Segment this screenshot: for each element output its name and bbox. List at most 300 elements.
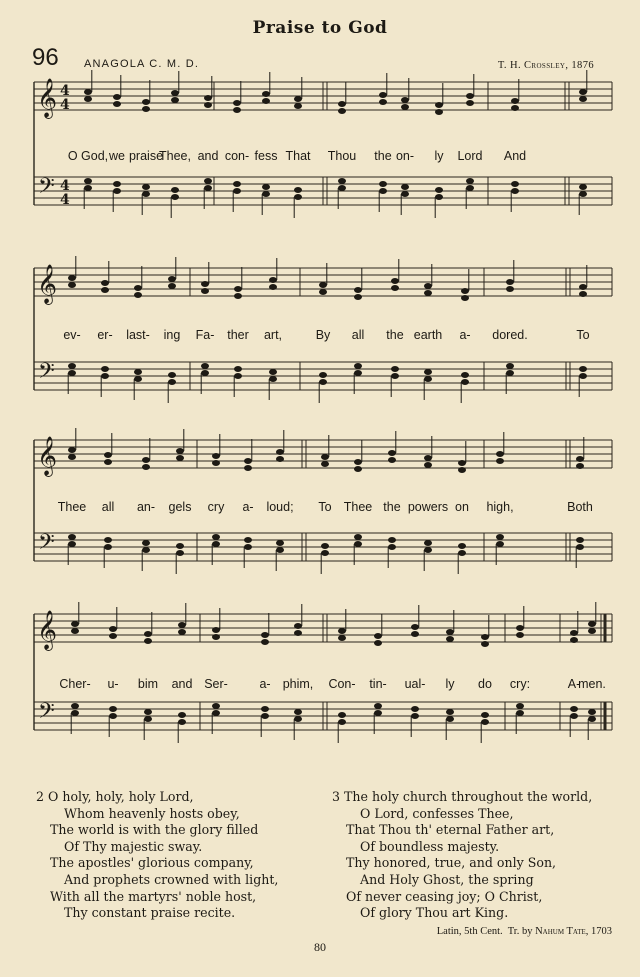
- lyric-syllable: ev-: [63, 328, 81, 342]
- bass-note: [294, 716, 302, 722]
- lyric-syllable: and: [197, 149, 219, 163]
- bass-note: [401, 191, 409, 197]
- soprano-note: [379, 92, 387, 98]
- alto-note: [84, 96, 92, 102]
- bass-note: [570, 713, 578, 719]
- alto-note: [570, 637, 578, 643]
- stanza-text: The holy church throughout the world,: [344, 789, 593, 804]
- tenor-note: [496, 534, 504, 540]
- tenor-note: [338, 712, 346, 718]
- alto-note: [424, 290, 432, 296]
- bass-note: [588, 716, 596, 722]
- translator-prefix: Tr. by: [507, 926, 533, 937]
- lyric-syllable: Thee,: [159, 149, 191, 163]
- tenor-note: [570, 706, 578, 712]
- text-credit: [437, 926, 612, 937]
- lyric-syllable: er-: [97, 328, 113, 342]
- alto-note: [511, 105, 519, 111]
- lyric-syllable: Cher-: [59, 677, 91, 691]
- lyric-syllable: ly: [445, 677, 455, 691]
- bass-note: [201, 370, 209, 376]
- tenor-note: [411, 706, 419, 712]
- lyric-syllable: a-: [459, 328, 471, 342]
- lyric-syllable: Thou: [327, 149, 357, 163]
- lyric-syllable: ther: [227, 328, 249, 342]
- bass-note: [466, 185, 474, 191]
- soprano-note: [401, 97, 409, 103]
- bass-note: [262, 191, 270, 197]
- bass-note: [142, 547, 150, 553]
- bass-note: [178, 719, 186, 725]
- alto-note: [168, 283, 176, 289]
- lyric-syllable: powers: [407, 500, 449, 514]
- soprano-note: [391, 278, 399, 284]
- bass-note: [338, 719, 346, 725]
- bass-note: [234, 373, 242, 379]
- tenor-note: [269, 369, 277, 375]
- lyric-syllable: do: [478, 677, 492, 691]
- lyric-syllable: O God,: [67, 149, 109, 163]
- alto-note: [461, 295, 469, 301]
- lyric-syllable: u-: [107, 677, 119, 691]
- alto-note: [379, 99, 387, 105]
- bass-clef: 𝄢: [38, 530, 55, 560]
- tenor-note: [294, 709, 302, 715]
- soprano-note: [579, 89, 587, 95]
- alto-note: [424, 462, 432, 468]
- bass-note: [506, 370, 514, 376]
- alto-note: [201, 288, 209, 294]
- translator-name: Nahum Tate,: [535, 926, 589, 937]
- alto-note: [294, 630, 302, 636]
- stanza-line: With all the martyrs' noble host,: [50, 888, 257, 904]
- alto-note: [321, 461, 329, 467]
- stanza-line: Of boundless majesty.: [360, 838, 500, 854]
- bass-note: [176, 550, 184, 556]
- alto-note: [234, 293, 242, 299]
- soprano-note: [435, 102, 443, 108]
- soprano-note: [338, 628, 346, 634]
- bass-note: [68, 370, 76, 376]
- stanza-number: 2: [36, 789, 45, 804]
- alto-note: [261, 639, 269, 645]
- alto-note: [294, 103, 302, 109]
- soprano-note: [354, 287, 362, 293]
- hymn-number: 96: [32, 44, 59, 71]
- alto-note: [458, 467, 466, 473]
- tenor-note: [68, 534, 76, 540]
- tenor-note: [168, 372, 176, 378]
- tenor-note: [424, 540, 432, 546]
- alto-note: [244, 465, 252, 471]
- tenor-note: [588, 709, 596, 715]
- bass-note: [435, 194, 443, 200]
- soprano-note: [104, 452, 112, 458]
- alto-note: [171, 97, 179, 103]
- stanza-text: O holy, holy, holy Lord,: [48, 789, 194, 804]
- alto-note: [142, 106, 150, 112]
- soprano-note: [516, 625, 524, 631]
- bass-note: [516, 710, 524, 716]
- tenor-note: [71, 703, 79, 709]
- stanza-line: That Thou th' eternal Father art,: [346, 822, 555, 838]
- soprano-note: [374, 633, 382, 639]
- tenor-note: [101, 366, 109, 372]
- lyric-syllable: all: [351, 328, 365, 342]
- lyric-syllable: ly: [434, 149, 444, 163]
- tenor-note: [178, 712, 186, 718]
- stanza-2: [36, 789, 279, 922]
- tenor-note: [374, 703, 382, 709]
- lyric-syllable: gels: [168, 500, 192, 514]
- alto-note: [411, 631, 419, 637]
- tenor-note: [294, 187, 302, 193]
- alto-note: [506, 286, 514, 292]
- alto-note: [588, 628, 596, 634]
- lyric-syllable: phim,: [282, 677, 314, 691]
- soprano-note: [579, 284, 587, 290]
- tenor-note: [516, 703, 524, 709]
- tenor-note: [134, 369, 142, 375]
- soprano-note: [171, 90, 179, 96]
- stanza-line: Thy honored, true, and only Son,: [346, 855, 557, 871]
- tenor-note: [276, 540, 284, 546]
- soprano-note: [109, 626, 117, 632]
- soprano-note: [176, 448, 184, 454]
- alto-note: [134, 292, 142, 298]
- tenor-note: [466, 178, 474, 184]
- tenor-note: [506, 363, 514, 369]
- soprano-note: [319, 282, 327, 288]
- soprano-note: [201, 281, 209, 287]
- lyric-syllable: loud;: [266, 500, 294, 514]
- bass-note: [579, 191, 587, 197]
- bass-note: [68, 541, 76, 547]
- alto-note: [354, 294, 362, 300]
- soprano-note: [481, 634, 489, 640]
- soprano-note: [68, 275, 76, 281]
- alto-note: [579, 291, 587, 297]
- soprano-note: [212, 453, 220, 459]
- bass-note: [319, 379, 327, 385]
- alto-note: [466, 100, 474, 106]
- alto-note: [435, 109, 443, 115]
- bass-note: [461, 379, 469, 385]
- bass-note: [579, 373, 587, 379]
- bass-note: [294, 194, 302, 200]
- time-signature: 4: [60, 178, 70, 194]
- tenor-note: [104, 537, 112, 543]
- lyric-syllable: bim: [137, 677, 159, 691]
- page-number: 80: [314, 940, 326, 954]
- tenor-note: [401, 184, 409, 190]
- alto-note: [262, 98, 270, 104]
- bass-note: [276, 547, 284, 553]
- soprano-note: [411, 624, 419, 630]
- treble-clef: 𝄞: [37, 264, 58, 304]
- soprano-note: [262, 91, 270, 97]
- soprano-note: [338, 101, 346, 107]
- soprano-note: [461, 288, 469, 294]
- soprano-note: [511, 98, 519, 104]
- tenor-note: [84, 178, 92, 184]
- lyric-syllable: fess: [254, 149, 278, 163]
- tenor-note: [579, 366, 587, 372]
- tenor-note: [261, 706, 269, 712]
- lyric-syllable: To: [576, 328, 590, 342]
- alto-note: [338, 108, 346, 114]
- alto-note: [579, 96, 587, 102]
- hymn-title: Praise to God: [252, 18, 388, 38]
- soprano-note: [588, 621, 596, 627]
- soprano-note: [233, 100, 241, 106]
- tenor-note: [142, 540, 150, 546]
- tune-name: ANAGOLA C. M. D.: [84, 58, 200, 70]
- lyric-syllable: Thee: [343, 500, 373, 514]
- bass-note: [338, 185, 346, 191]
- translation-year: 1703: [591, 926, 612, 937]
- tenor-note: [461, 372, 469, 378]
- soprano-note: [178, 622, 186, 628]
- stanza-line: And prophets crowned with light,: [64, 871, 279, 887]
- alto-note: [212, 460, 220, 466]
- tenor-note: [204, 178, 212, 184]
- bass-note: [142, 191, 150, 197]
- soprano-note: [506, 279, 514, 285]
- soprano-note: [466, 93, 474, 99]
- stanza-line: Whom heavenly hosts obey,: [64, 805, 240, 821]
- lyric-syllable: tin-: [369, 677, 387, 691]
- bass-note: [244, 544, 252, 550]
- treble-clef: 𝄞: [37, 436, 58, 476]
- alto-note: [204, 102, 212, 108]
- lyric-syllable: con-: [224, 149, 250, 163]
- lyric-syllable: an-: [136, 500, 156, 514]
- bass-note: [458, 550, 466, 556]
- soprano-note: [101, 280, 109, 286]
- soprano-note: [354, 459, 362, 465]
- lyric-syllable: cry:: [509, 677, 531, 691]
- tenor-note: [144, 709, 152, 715]
- bass-note: [269, 376, 277, 382]
- alto-note: [496, 458, 504, 464]
- lyric-syllable: all: [101, 500, 115, 514]
- soprano-note: [142, 99, 150, 105]
- bass-note: [168, 379, 176, 385]
- soprano-note: [212, 627, 220, 633]
- lyric-syllable: Con-: [328, 677, 356, 691]
- soprano-note: [570, 630, 578, 636]
- alto-note: [388, 457, 396, 463]
- tenor-note: [424, 369, 432, 375]
- alto-note: [576, 463, 584, 469]
- alto-note: [391, 285, 399, 291]
- lyric-syllable: That: [285, 149, 311, 163]
- tenor-note: [579, 184, 587, 190]
- bass-note: [321, 550, 329, 556]
- lyric-syllable: on-: [395, 149, 415, 163]
- tenor-note: [68, 363, 76, 369]
- soprano-note: [244, 458, 252, 464]
- bass-note: [233, 188, 241, 194]
- lyric-syllable: the: [386, 328, 404, 342]
- soprano-note: [321, 454, 329, 460]
- bass-note: [109, 713, 117, 719]
- bass-note: [212, 541, 220, 547]
- alto-note: [374, 640, 382, 646]
- lyric-syllable: on: [455, 500, 469, 514]
- alto-note: [516, 632, 524, 638]
- soprano-note: [276, 449, 284, 455]
- alto-note: [68, 282, 76, 288]
- lyric-syllable: Ser-: [204, 677, 228, 691]
- tenor-note: [212, 534, 220, 540]
- tenor-note: [201, 363, 209, 369]
- bass-note: [104, 544, 112, 550]
- tenor-note: [446, 709, 454, 715]
- soprano-note: [424, 283, 432, 289]
- soprano-note: [142, 457, 150, 463]
- bass-note: [204, 185, 212, 191]
- lyric-syllable: And: [503, 149, 527, 163]
- alto-note: [104, 459, 112, 465]
- tenor-note: [234, 366, 242, 372]
- tenor-note: [171, 187, 179, 193]
- soprano-note: [204, 95, 212, 101]
- bass-note: [388, 544, 396, 550]
- bass-clef: 𝄢: [38, 359, 55, 389]
- soprano-note: [458, 460, 466, 466]
- bass-note: [424, 376, 432, 382]
- stanza-line: [36, 789, 278, 806]
- alto-note: [481, 641, 489, 647]
- bass-clef: 𝄢: [38, 174, 55, 204]
- tenor-note: [212, 703, 220, 709]
- time-signature: 4: [60, 192, 70, 208]
- bass-note: [391, 373, 399, 379]
- time-signature: 4: [60, 83, 70, 99]
- bass-note: [374, 710, 382, 716]
- bass-note: [144, 716, 152, 722]
- alto-note: [319, 289, 327, 295]
- lyric-syllable: dored.: [492, 328, 528, 342]
- tenor-note: [379, 181, 387, 187]
- soprano-note: [68, 447, 76, 453]
- stanza-line: Of never ceasing joy; O Christ,: [346, 888, 543, 904]
- tenor-note: [176, 543, 184, 549]
- lyric-syllable: cry: [207, 500, 225, 514]
- alto-note: [176, 455, 184, 461]
- lyric-syllable: a-: [242, 500, 254, 514]
- alto-note: [338, 635, 346, 641]
- tenor-note: [391, 366, 399, 372]
- lyric-syllable: art,: [263, 328, 283, 342]
- soprano-note: [134, 285, 142, 291]
- bass-note: [113, 188, 121, 194]
- alto-note: [354, 466, 362, 472]
- lyric-syllable: Lord: [457, 149, 483, 163]
- lyric-syllable: Thee: [57, 500, 87, 514]
- bass-note: [411, 713, 419, 719]
- lyric-syllable: praise: [128, 149, 164, 163]
- text-source: Latin, 5th Cent.: [436, 926, 503, 937]
- stanza-number: 3: [332, 789, 341, 804]
- alto-note: [269, 284, 277, 290]
- tenor-note: [233, 181, 241, 187]
- soprano-note: [84, 89, 92, 95]
- lyric-syllable: high,: [486, 500, 514, 514]
- soprano-note: [168, 276, 176, 282]
- tenor-note: [113, 181, 121, 187]
- tenor-note: [338, 178, 346, 184]
- bass-note: [212, 710, 220, 716]
- soprano-note: [294, 96, 302, 102]
- stanza-line: The world is with the glory filled: [50, 822, 259, 838]
- alto-note: [212, 634, 220, 640]
- bass-note: [171, 194, 179, 200]
- tenor-note: [354, 534, 362, 540]
- bass-note: [134, 376, 142, 382]
- tenor-note: [458, 543, 466, 549]
- bass-note: [576, 544, 584, 550]
- bass-note: [84, 185, 92, 191]
- alto-note: [101, 287, 109, 293]
- stanza-line: Thy constant praise recite.: [64, 905, 236, 921]
- tenor-note: [435, 187, 443, 193]
- alto-note: [144, 638, 152, 644]
- treble-clef: 𝄞: [37, 610, 58, 650]
- tenor-note: [388, 537, 396, 543]
- alto-note: [109, 633, 117, 639]
- composer-year: 1876: [571, 60, 594, 71]
- stanza-line: The apostles' glorious company,: [50, 855, 254, 871]
- tenor-note: [244, 537, 252, 543]
- stanza-line: Of glory Thou art King.: [360, 905, 509, 921]
- tenor-note: [354, 363, 362, 369]
- tenor-note: [321, 543, 329, 549]
- stanza-line: And Holy Ghost, the spring: [360, 871, 534, 887]
- time-signature: 4: [60, 97, 70, 113]
- bass-note: [379, 188, 387, 194]
- soprano-note: [113, 94, 121, 100]
- bass-note: [481, 719, 489, 725]
- lyric-syllable: To: [318, 500, 332, 514]
- soprano-note: [234, 286, 242, 292]
- soprano-note: [144, 631, 152, 637]
- bass-note: [496, 541, 504, 547]
- tenor-note: [511, 181, 519, 187]
- bass-note: [101, 373, 109, 379]
- stanza-3: [332, 789, 593, 922]
- lyric-syllable: ing: [163, 328, 181, 342]
- tenor-note: [142, 184, 150, 190]
- alto-note: [71, 628, 79, 634]
- bass-clef: 𝄢: [38, 699, 55, 729]
- alto-note: [446, 636, 454, 642]
- lyric-syllable: a-: [259, 677, 271, 691]
- bass-note: [354, 541, 362, 547]
- tenor-note: [319, 372, 327, 378]
- tenor-note: [109, 706, 117, 712]
- lyric-syllable: ual-: [404, 677, 426, 691]
- lyric-syllable: Fa-: [195, 328, 215, 342]
- soprano-note: [446, 629, 454, 635]
- lyric-syllable: earth: [413, 328, 443, 342]
- soprano-note: [496, 451, 504, 457]
- alto-note: [178, 629, 186, 635]
- bass-note: [446, 716, 454, 722]
- stanza-line: O Lord, confesses Thee,: [360, 805, 514, 821]
